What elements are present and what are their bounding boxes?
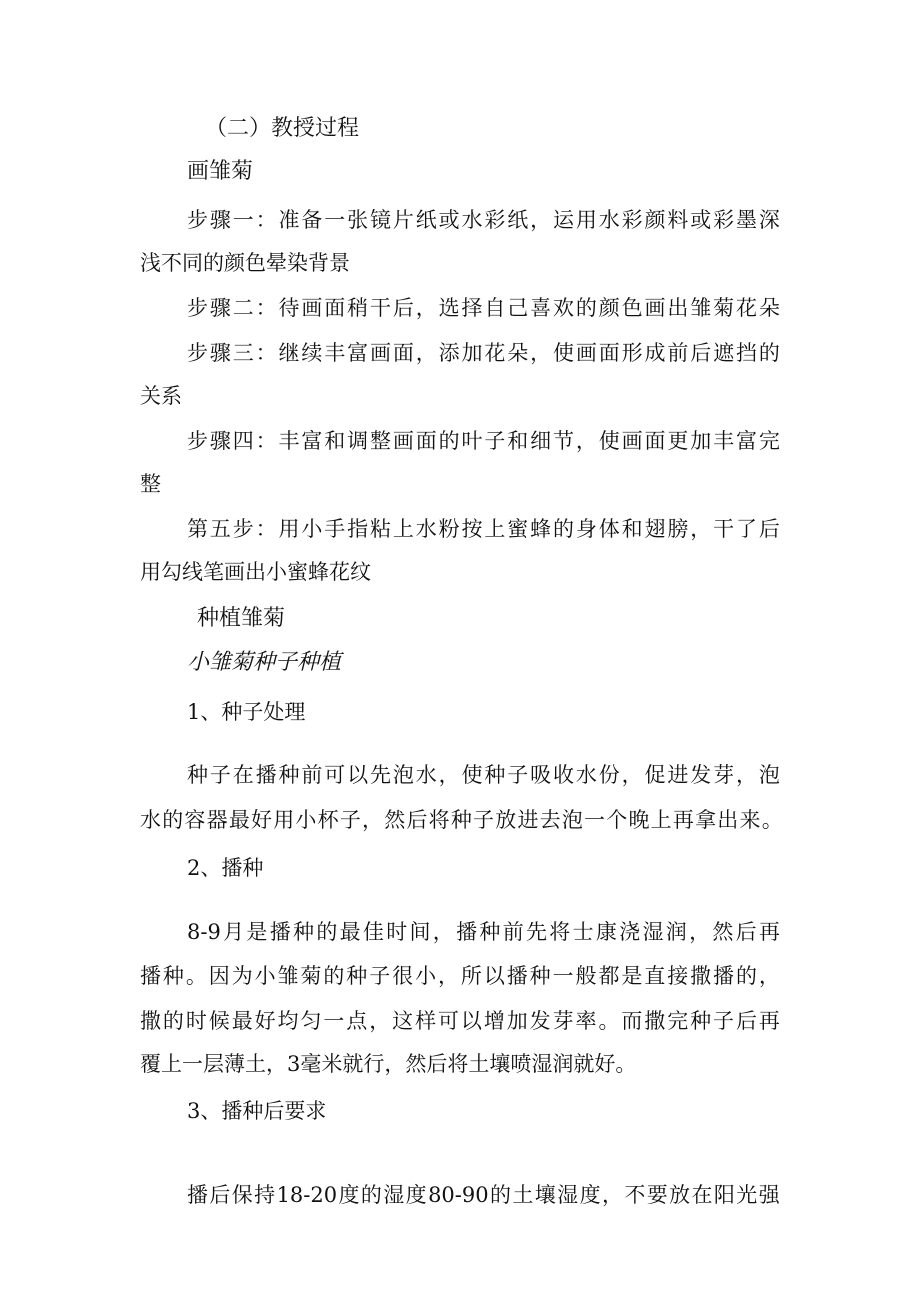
seed-treatment-heading: 1、种子处理 — [187, 700, 306, 724]
sowing-line-1: 8-9 月 是 播 种 的 最 佳 时 间 ， 播 种 前 先 将 士 康 浇 湿 润 ， 然 后 再 — [187, 920, 780, 944]
step-3-line-1: 步 骤 三 ： 继 续 丰 富 画 面 ， 添 加 花 朵 ， 使 画 面 形 成 前 后 遮 挡 的 — [187, 341, 780, 365]
step-1-line-2: 浅不同的颜色晕染背景 — [140, 251, 350, 275]
seed-treatment-line-1: 种 子 在 播 种 前 可 以 先 泡 水 ， 使 种 子 吸 收 水 份 ， 促 进 发 芽 ， 泡 — [187, 763, 780, 787]
step-4-line-2: 整 — [140, 472, 161, 496]
section-heading: （二）教授过程 — [205, 116, 360, 141]
post-sowing-line-1: 播 后 保 持 18-20 度 的 湿 度 80-90 的 土 壤 湿 度 ， 不 要 放 在 阳 光 强 — [187, 1183, 780, 1207]
step-1-line-1: 步 骤 一 ： 准 备 一 张 镜 片 纸 或 水 彩 纸 ， 运 用 水 彩 颜 料 或 彩 墨 深 — [187, 208, 780, 232]
step-3-line-2: 关系 — [140, 384, 182, 408]
sowing-line-2: 播 种 。 因 为 小 雏 菊 的 种 子 很 小 ， 所 以 播 种 一 般 都 是 直 接 撒 播 的 ， — [140, 964, 780, 988]
step-2-line-1: 步 骤 二 ： 待 画 面 稍 干 后 ， 选 择 自 己 喜 欢 的 颜 色 画 出 雏 菊 花 朵 — [187, 296, 780, 320]
sowing-heading: 2、播种 — [187, 856, 264, 880]
step-5-line-1: 第 五 步 ： 用 小 手 指 粘 上 水 粉 按 上 蜜 蜂 的 身 体 和 翅 膀 ， 干 了 后 — [187, 517, 780, 541]
step-5-line-2: 用勾线笔画出小蜜蜂花纹 — [140, 560, 371, 584]
seed-planting-title: 小雏菊种子种植 — [187, 650, 342, 675]
plant-daisy-title: 种植雏菊 — [197, 606, 286, 631]
draw-daisy-title: 画雏菊 — [187, 159, 254, 184]
post-sowing-heading: 3、播种后要求 — [187, 1099, 327, 1123]
step-4-line-1: 步 骤 四 ： 丰 富 和 调 整 画 面 的 叶 子 和 细 节 ， 使 画 面 更 加 丰 富 完 — [187, 429, 780, 453]
sowing-line-3: 撒 的 时 候 最 好 均 匀 一 点 ， 这 样 可 以 增 加 发 芽 率 。 而 撒 完 种 子 后 再 — [140, 1009, 780, 1033]
sowing-line-4: 覆上一层薄土，3毫米就行，然后将土壤喷湿润就好。 — [140, 1052, 637, 1076]
seed-treatment-line-2: 水 的 容 器 最 好 用 小 杯 子 ， 然 后 将 种 子 放 进 去 泡 一 个 晚 上 再 拿 出 来 。 — [140, 808, 783, 832]
